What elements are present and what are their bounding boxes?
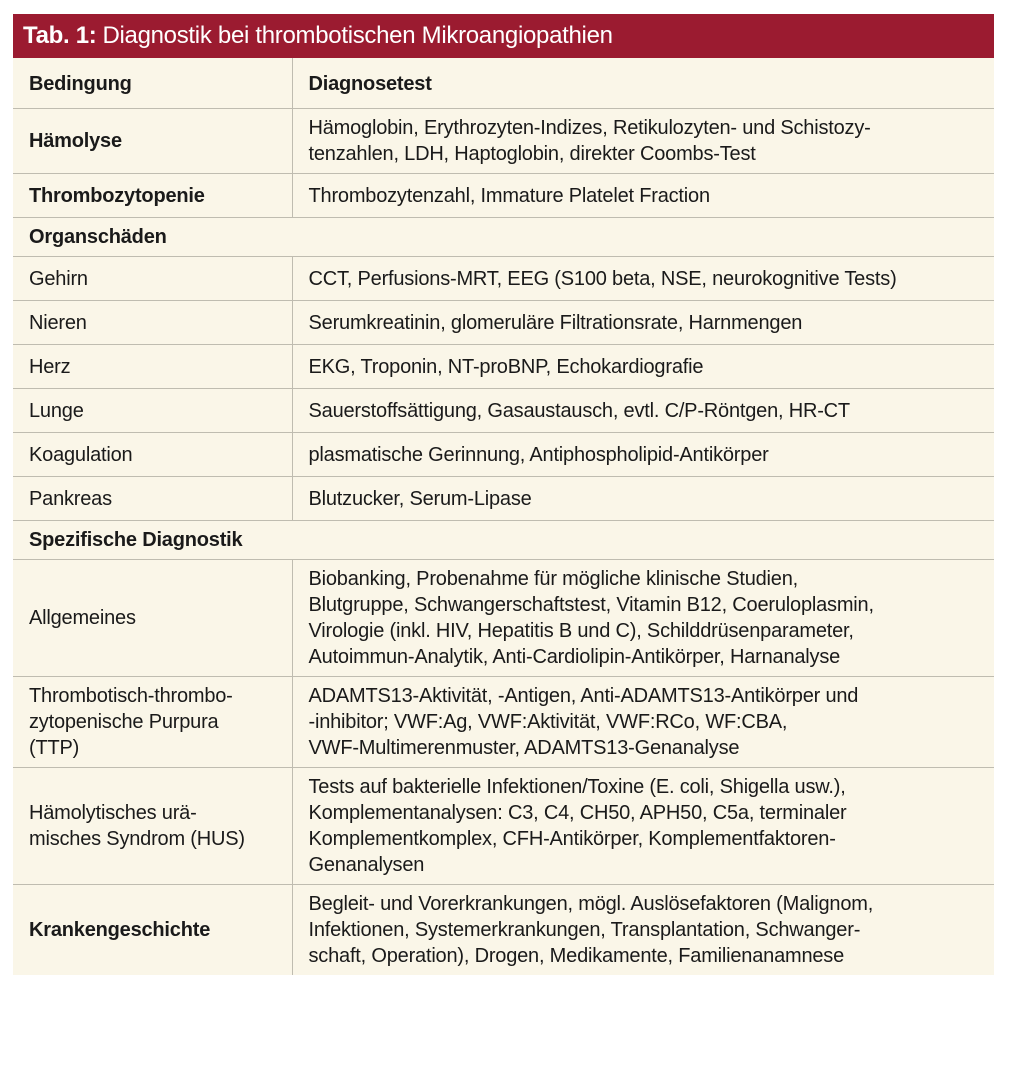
table-row xyxy=(13,677,994,768)
condition-cell xyxy=(13,768,292,885)
test-cell xyxy=(292,345,994,389)
test-line: Blutgruppe, Schwangerschaftstest, Vitamin B12, Coeruloplasmin, xyxy=(308,594,874,616)
condition-cell xyxy=(13,885,292,976)
test-cell xyxy=(292,768,994,885)
test-line: -inhibitor; VWF:Ag, VWF:Aktivität, VWF:RCo, WF:CBA, xyxy=(308,711,788,733)
test-line: Autoimmun-Analytik, Anti-Cardiolipin-Antikörper, Harnanalyse xyxy=(308,646,841,668)
test-cell xyxy=(292,257,994,301)
condition-cell xyxy=(13,560,292,677)
test-line: ADAMTS13-Aktivität, -Antigen, Anti-ADAMTS13-Antikörper und xyxy=(308,685,859,707)
test-line: EKG, Troponin, NT-proBNP, Echokardiografie xyxy=(308,355,704,378)
table-row xyxy=(13,345,994,389)
test-line: Blutzucker, Serum-Lipase xyxy=(308,487,532,510)
condition-line: (TTP) xyxy=(29,737,80,759)
test-cell xyxy=(292,560,994,677)
condition-line: Lunge xyxy=(29,399,84,422)
test-line: Serumkreatinin, glomeruläre Filtrationsrate, Harnmengen xyxy=(308,311,803,334)
condition-cell xyxy=(13,389,292,433)
header-row xyxy=(13,58,994,109)
test-line: Begleit- und Vorerkrankungen, mögl. Auslösefaktoren (Malignom, xyxy=(308,893,874,915)
condition-line: Thrombotisch-thrombo- xyxy=(29,685,233,707)
table-row xyxy=(13,885,994,976)
condition-line: Allgemeines xyxy=(29,607,136,629)
test-cell xyxy=(292,389,994,433)
condition-line: Herz xyxy=(29,355,71,378)
condition-cell xyxy=(13,174,292,218)
test-line: Infektionen, Systemerkrankungen, Transplantation, Schwanger- xyxy=(308,919,861,941)
condition-line: Hämolytisches urä- xyxy=(29,802,197,824)
test-line: Genanalysen xyxy=(308,854,425,876)
test-line: Komplementanalysen: C3, C4, CH50, APH50, C5a, terminaler xyxy=(308,802,847,824)
section-label: Spezifische Diagnostik xyxy=(13,521,994,560)
test-line: Tests auf bakterielle Infektionen/Toxine (E. coli, Shigella usw.), xyxy=(308,776,846,798)
test-line: Sauerstoffsättigung, Gasaustausch, evtl. C/P-Röntgen, HR-CT xyxy=(308,399,850,422)
table-row xyxy=(13,389,994,433)
test-cell xyxy=(292,301,994,345)
condition-cell xyxy=(13,345,292,389)
test-line: CCT, Perfusions-MRT, EEG (S100 beta, NSE, neurokognitive Tests) xyxy=(308,267,897,290)
column-header-condition: Bedingung xyxy=(13,58,292,109)
condition-line: zytopenische Purpura xyxy=(29,711,219,733)
condition-line: Thrombozytopenie xyxy=(29,184,205,207)
test-cell xyxy=(292,677,994,768)
table-body xyxy=(13,58,994,975)
test-cell xyxy=(292,174,994,218)
section-row xyxy=(13,218,994,257)
condition-line: Krankengeschichte xyxy=(29,919,211,941)
table-row xyxy=(13,433,994,477)
condition-cell xyxy=(13,677,292,768)
table-row xyxy=(13,257,994,301)
test-cell xyxy=(292,109,994,174)
condition-line: Gehirn xyxy=(29,267,88,290)
test-line: tenzahlen, LDH, Haptoglobin, direkter Coombs-Test xyxy=(308,143,756,165)
table-row xyxy=(13,560,994,677)
test-line: Hämoglobin, Erythrozyten-Indizes, Retikulozyten- und Schistozy- xyxy=(308,117,871,139)
table-row xyxy=(13,768,994,885)
table-row xyxy=(13,301,994,345)
condition-line: Pankreas xyxy=(29,487,112,510)
test-cell xyxy=(292,885,994,976)
condition-line: Koagulation xyxy=(29,443,133,466)
test-line: Biobanking, Probenahme für mögliche klinische Studien, xyxy=(308,568,798,590)
test-cell xyxy=(292,477,994,521)
test-line: VWF-Multimerenmuster, ADAMTS13-Genanalyse xyxy=(308,737,740,759)
column-header-test: Diagnosetest xyxy=(308,73,432,95)
condition-line: Nieren xyxy=(29,311,87,334)
condition-cell xyxy=(13,109,292,174)
test-line: plasmatische Gerinnung, Antiphospholipid-Antikörper xyxy=(308,443,769,466)
test-cell xyxy=(292,433,994,477)
table-caption: Diagnostik bei thrombotischen Mikroangiopathien xyxy=(102,22,613,49)
section-row xyxy=(13,521,994,560)
table-row xyxy=(13,109,994,174)
condition-cell xyxy=(13,257,292,301)
condition-line: Hämolyse xyxy=(29,130,122,152)
test-line: Thrombozytenzahl, Immature Platelet Fraction xyxy=(308,184,710,207)
condition-cell xyxy=(13,477,292,521)
test-line: Virologie (inkl. HIV, Hepatitis B und C), Schilddrüsenparameter, xyxy=(308,620,854,642)
test-line: Komplementkomplex, CFH-Antikörper, Komplementfaktoren- xyxy=(308,828,836,850)
condition-cell xyxy=(13,301,292,345)
table-number: Tab. 1: xyxy=(23,22,97,49)
test-line: schaft, Operation), Drogen, Medikamente, Familienanamnese xyxy=(308,945,845,967)
diagnostics-table xyxy=(13,14,994,975)
condition-cell xyxy=(13,433,292,477)
table-title xyxy=(13,14,994,58)
table-row xyxy=(13,174,994,218)
section-label: Organschäden xyxy=(13,218,994,257)
table-row xyxy=(13,477,994,521)
condition-line: misches Syndrom (HUS) xyxy=(29,828,245,850)
